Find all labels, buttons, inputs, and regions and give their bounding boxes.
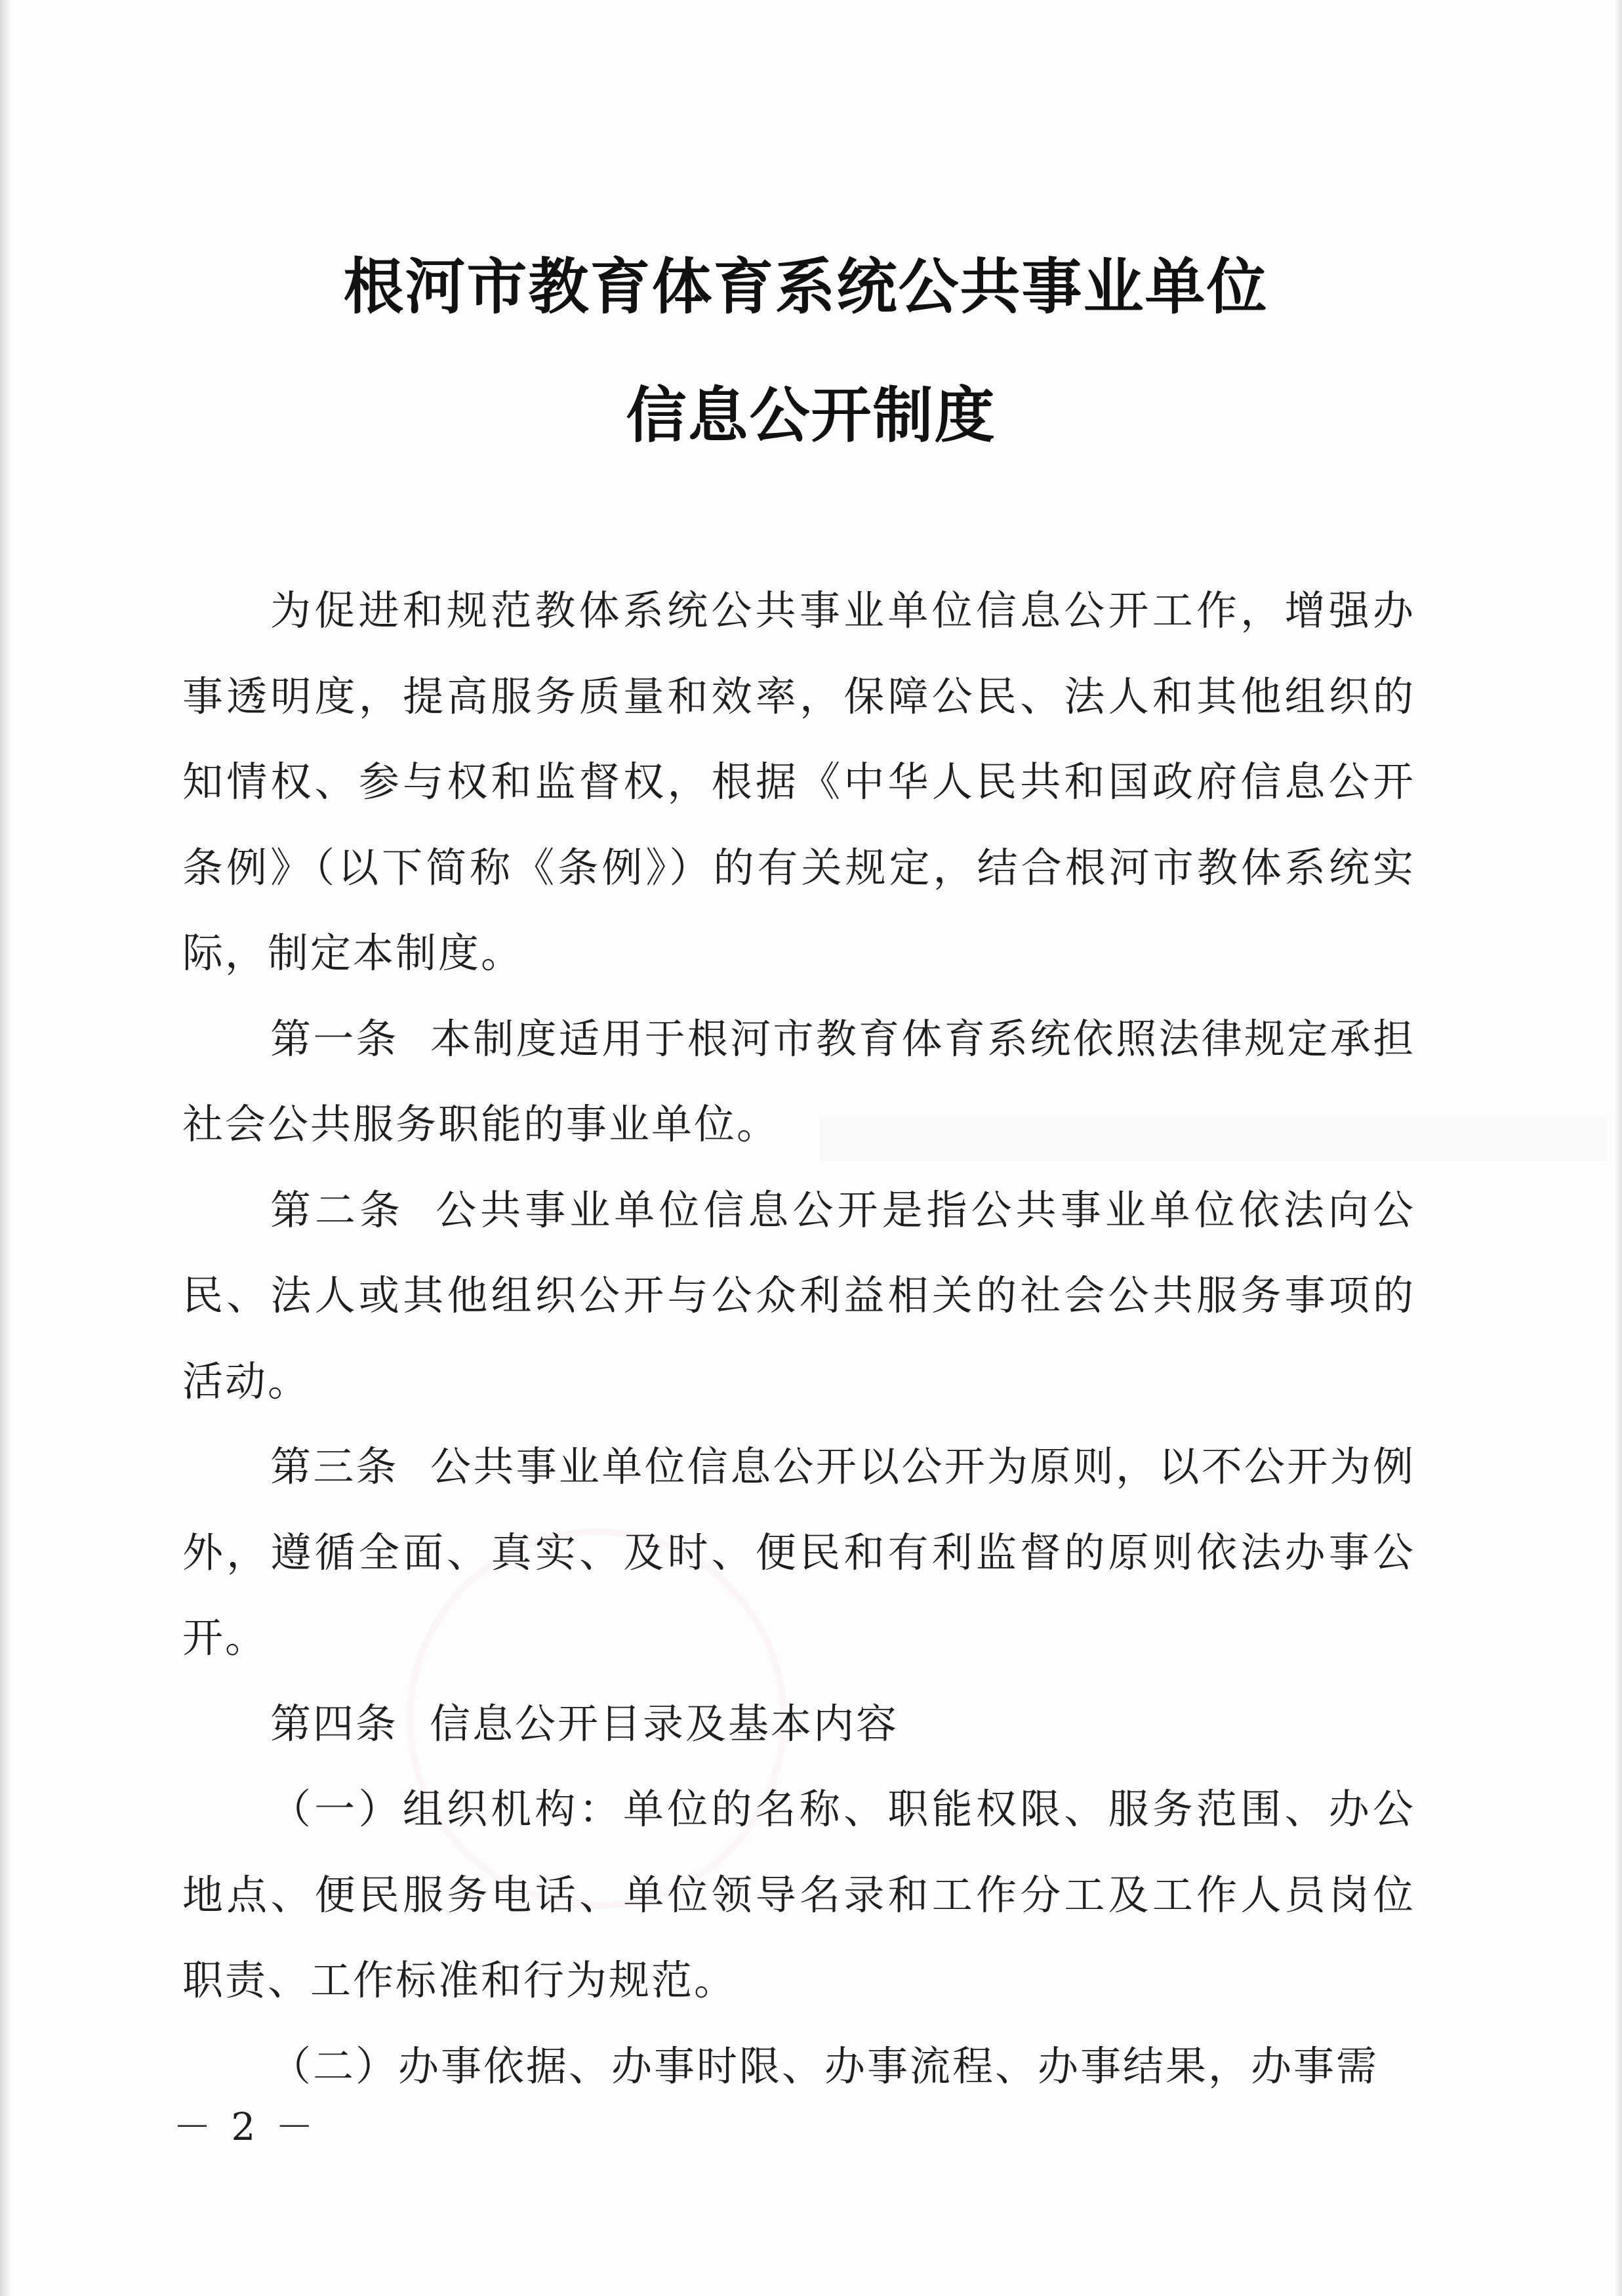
document-title-line-1: 根河市教育体育系统公共事业单位 <box>343 251 1268 322</box>
article-label: 第二条 <box>270 1185 405 1234</box>
article-label: 第四条 <box>270 1699 399 1748</box>
clause-paragraph <box>182 2024 1415 2110</box>
article-paragraph <box>182 1681 1415 1767</box>
clause-text: （一）组织机构：单位的名称、职能权限、服务范围、办公地点、便民服务电话、单位领导名录和工作分工及工作人员岗位职责、工作标准和行为规范。 <box>182 1785 1415 2004</box>
scan-edge-right <box>1614 0 1622 2296</box>
article-paragraph <box>182 1168 1415 1425</box>
page-number: － 2 － <box>173 2104 317 2149</box>
article-paragraph <box>182 1424 1415 1681</box>
article-label: 第三条 <box>270 1443 399 1490</box>
article-text: 公共事业单位信息公开以公开为原则，以不公开为例外，遵循全面、真实、及时、便民和有利监督的原则依法办事公开。 <box>182 1443 1415 1662</box>
article-label: 第一条 <box>270 1014 399 1063</box>
clause-text: （二）办事依据、办事时限、办事流程、办事结果，办事需 <box>270 2041 1379 2090</box>
preamble-paragraph <box>182 568 1415 996</box>
clause-paragraph <box>182 1767 1415 2024</box>
document-title-line-2: 信息公开制度 <box>626 380 996 451</box>
document-body <box>182 568 1415 2109</box>
article-paragraph <box>182 996 1415 1168</box>
article-text: 公共事业单位信息公开是指公共事业单位依法向公民、法人或其他组织公开与公众利益相关的社会公共服务事项的活动。 <box>182 1185 1415 1405</box>
scan-edge-left <box>0 0 14 2296</box>
article-text: 信息公开目录及基本内容 <box>430 1699 899 1748</box>
preamble-text: 为促进和规范教体系统公共事业单位信息公开工作，增强办事透明度，提高服务质量和效率，保障公民、法人和其他组织的知情权、参与权和监督权，根据《中华人民共和国政府信息公开条例》（以下简称《条例》）的有关规定，结合根河市教体系统实际，制定本制度。 <box>182 586 1415 977</box>
article-text: 本制度适用于根河市教育体育系统依照法律规定承担社会公共服务职能的事业单位。 <box>182 1014 1415 1148</box>
